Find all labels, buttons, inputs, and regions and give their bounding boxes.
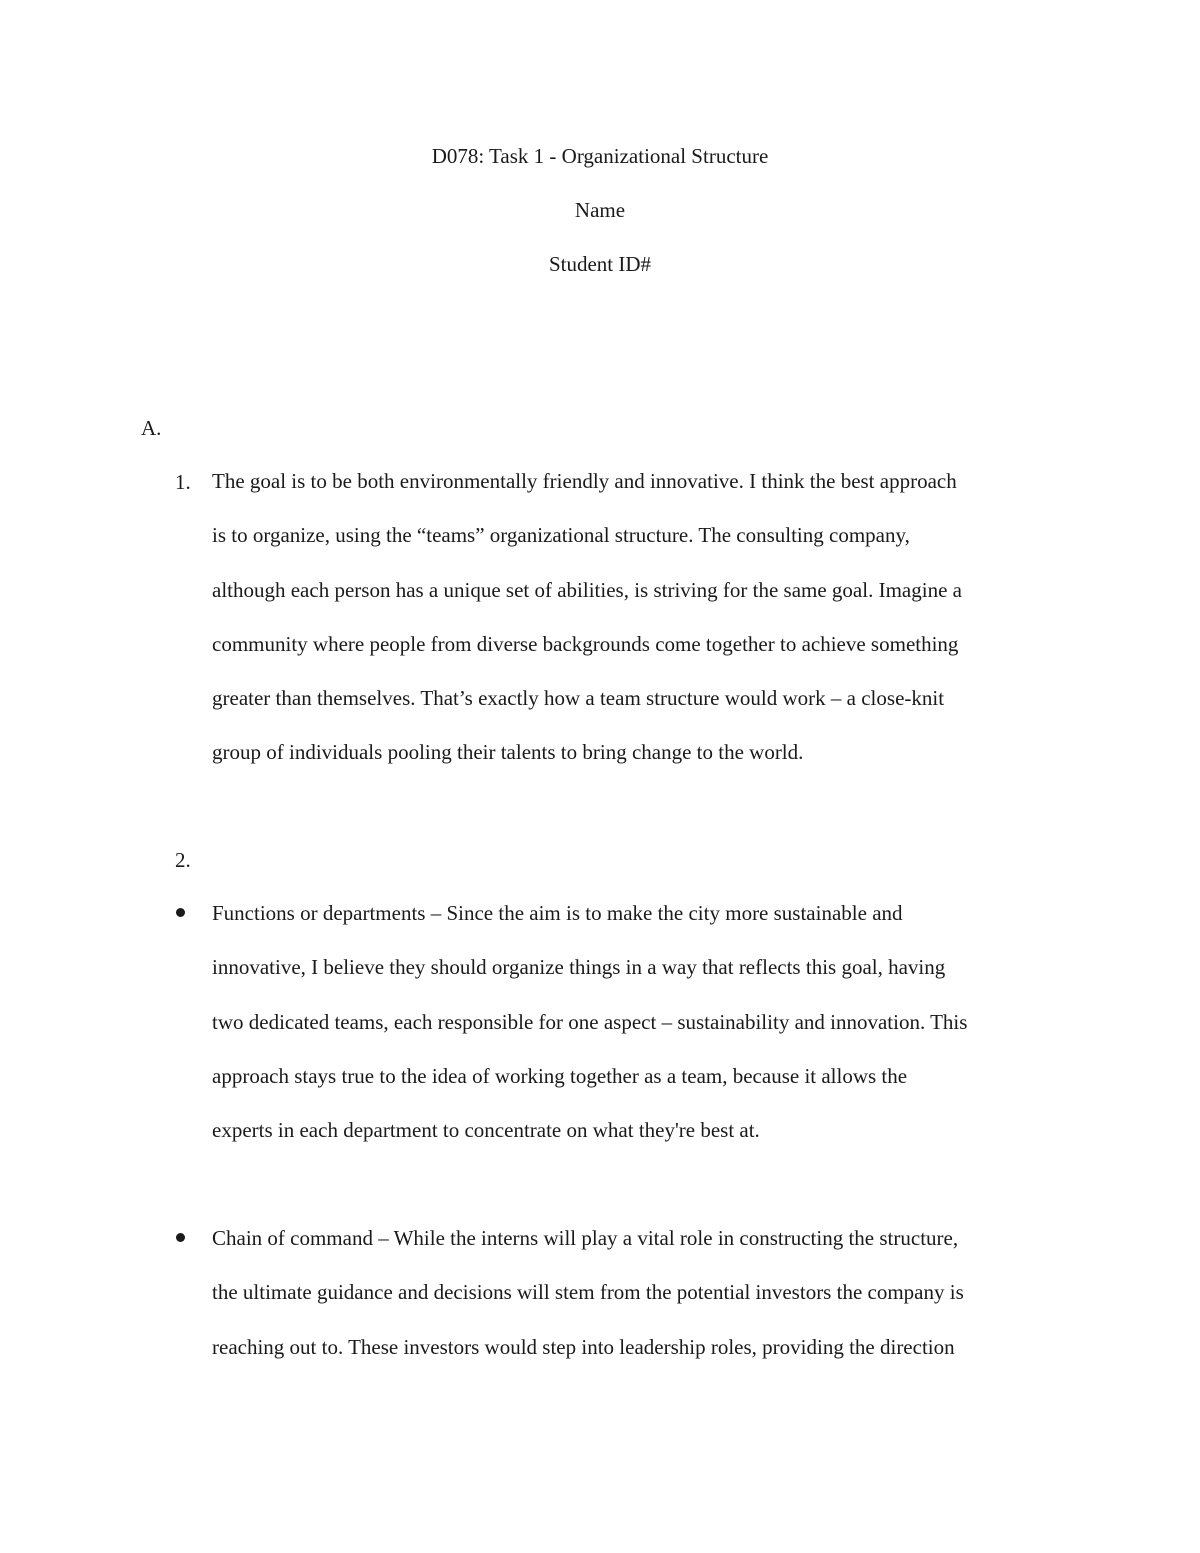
item-1-paragraph [212, 454, 1082, 780]
section-letter: A. [141, 416, 162, 440]
paragraph-line: the ultimate guidance and decisions will stem from the potential investors the company is [212, 1280, 964, 1305]
paragraph-line: two dedicated teams, each responsible for one aspect – sustainability and innovation. This [212, 1009, 968, 1034]
author-name: Name [574, 198, 626, 222]
bullet-paragraph-chain-of-command [212, 1211, 1082, 1374]
paragraph-line: although each person has a unique set of abilities, is striving for the same goal. Imagine a [212, 577, 962, 602]
paragraph-line: reaching out to. These investors would step into leadership roles, providing the direction [212, 1334, 955, 1359]
bullet-icon [176, 908, 185, 917]
student-id: Student ID# [548, 252, 652, 276]
bullet-paragraph-functions [212, 886, 1082, 1157]
list-marker-2: 2. [175, 848, 191, 872]
paragraph-line: innovative, I believe they should organize things in a way that reflects this goal, having [212, 955, 946, 980]
paragraph-line: community where people from diverse backgrounds come together to achieve something [212, 631, 959, 656]
paragraph-line: experts in each department to concentrate on what they're best at. [212, 1118, 760, 1143]
list-marker-1: 1. [175, 470, 191, 494]
paragraph-line: approach stays true to the idea of working together as a team, because it allows the [212, 1063, 908, 1088]
bullet-icon [176, 1233, 185, 1242]
paragraph-line: is to organize, using the “teams” organizational structure. The consulting company, [212, 523, 910, 548]
document-title: D078: Task 1 - Organizational Structure [431, 144, 769, 168]
paragraph-line: Functions or departments – Since the aim is to make the city more sustainable and [212, 901, 903, 925]
paragraph-line: The goal is to be both environmentally friendly and innovative. I think the best approach [212, 469, 957, 493]
paragraph-line: greater than themselves. That’s exactly how a team structure would work – a close-knit [212, 686, 945, 711]
paragraph-line: group of individuals pooling their talents to bring change to the world. [212, 740, 804, 765]
paragraph-line: Chain of command – While the interns will play a vital role in constructing the structure, [212, 1226, 959, 1250]
